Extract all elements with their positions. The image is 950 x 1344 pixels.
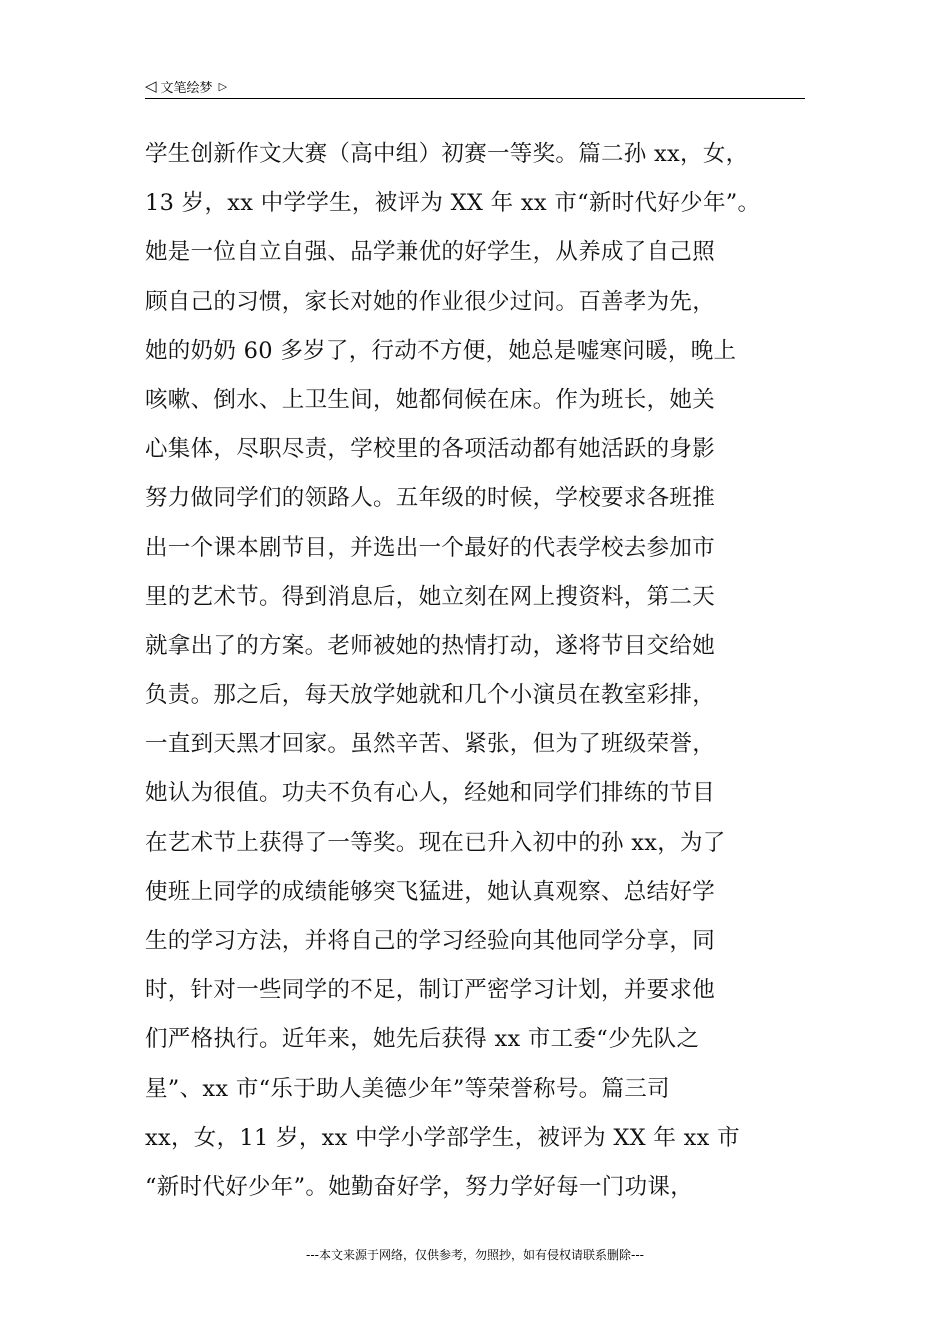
text-line: xx，女，11 岁，xx 中学小学部学生，被评为 XX 年 xx 市 (145, 1124, 740, 1151)
header-title: 文笔绘梦 (160, 80, 213, 96)
text-line: 心集体，尽职尽责，学校里的各项活动都有她活跃的身影 (145, 436, 716, 463)
page-footer: ---本文来源于网络，仅供参考，勿照抄，如有侵权请联系删除--- (306, 1248, 644, 1262)
text-line: 里的艺术节。得到消息后，她立刻在网上搜资料，第二天 (145, 583, 716, 610)
text-line: 就拿出了的方案。老师被她的热情打动，遂将节目交给她 (145, 632, 716, 659)
triangle-right-icon: ▷ (218, 79, 228, 93)
text-line: 在艺术节上获得了一等奖。现在已升入初中的孙 xx，为了 (145, 829, 726, 856)
text-line: 她的奶奶 60 多岁了，行动不方便，她总是嘘寒问暖，晚上 (145, 337, 737, 364)
text-line: 她是一位自立自强、品学兼优的好学生，从养成了自己照 (145, 239, 716, 266)
text-line: 努力做同学们的领路人。五年级的时候，学校要求各班推 (145, 485, 716, 512)
text-line: 顾自己的习惯，家长对她的作业很少过问。百善孝为先， (145, 288, 716, 315)
text-line: 咳嗽、倒水、上卫生间，她都伺候在床。作为班长，她关 (145, 386, 716, 413)
text-line: 出一个课本剧节目，并选出一个最好的代表学校去参加市 (145, 534, 716, 561)
text-line: 生的学习方法，并将自己的学习经验向其他同学分享，同 (145, 928, 716, 954)
text-line: 使班上同学的成绩能够突飞猛进，她认真观察、总结好学 (145, 878, 716, 905)
triangle-left-icon: ◁ (145, 76, 157, 95)
text-line: 们严格执行。近年来，她先后获得 xx 市工委“少先队之 (145, 1026, 700, 1053)
body-text (145, 130, 825, 1212)
text-line: 负责。那之后，每天放学她就和几个小演员在教室彩排， (145, 682, 716, 709)
text-line: “新时代好少年”。她勤奋好学，努力学好每一门功课， (145, 1173, 694, 1200)
text-line: 13 岁，xx 中学学生，被评为 XX 年 xx 市“新时代好少年”。 (145, 190, 761, 217)
text-line: 她认为很值。功夫不负有心人，经她和同学们排练的节目 (145, 780, 716, 807)
text-line: 学生创新作文大赛（高中组）初赛一等奖。篇二孙 xx，女， (145, 141, 749, 167)
page-header (145, 73, 805, 99)
text-line: 一直到天黑才回家。虽然辛苦、紧张，但为了班级荣誉， (145, 731, 716, 758)
text-line: 星”、xx 市“乐于助人美德少年”等荣誉称号。篇三司 (145, 1075, 670, 1102)
header-divider (145, 98, 805, 99)
text-line: 时，针对一些同学的不足，制订严密学习计划，并要求他 (145, 977, 716, 1004)
